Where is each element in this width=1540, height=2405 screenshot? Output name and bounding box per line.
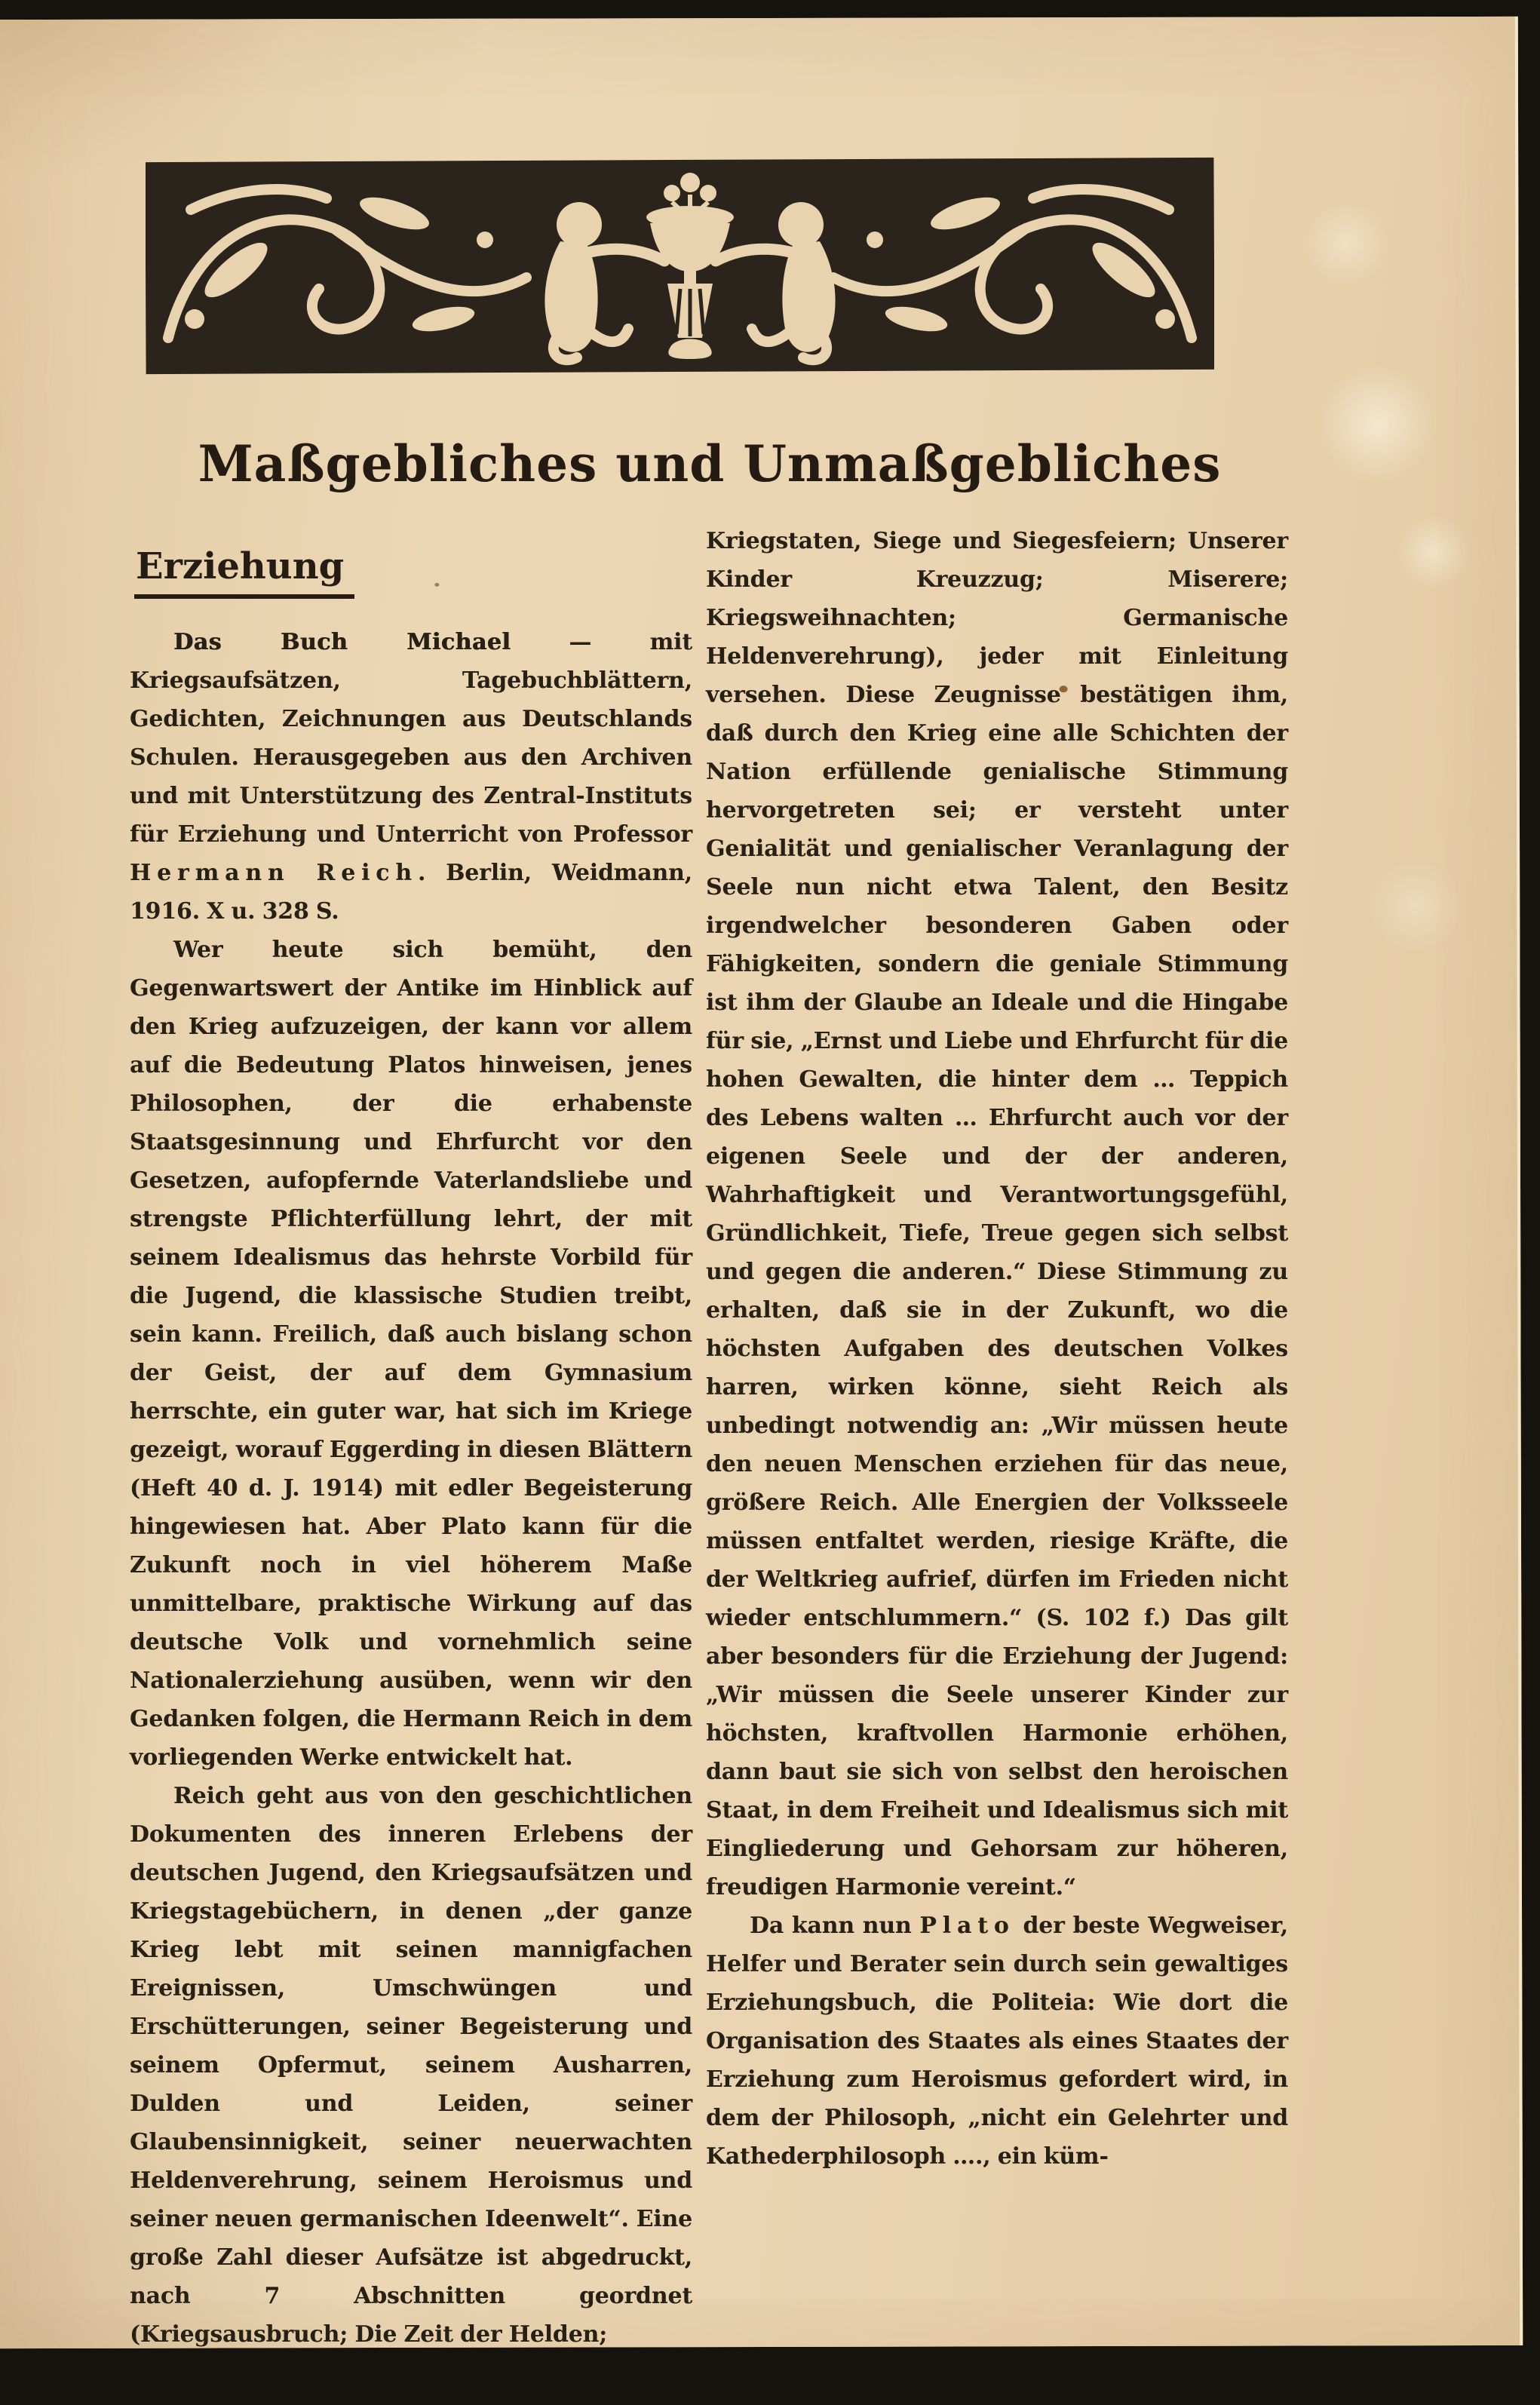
- spaced-name: Plato: [919, 1913, 1015, 1939]
- cherub-frieze-woodcut: [146, 157, 1214, 375]
- paragraph: [130, 1777, 692, 2354]
- text-column-right: [706, 522, 1288, 2176]
- text-column-left: [130, 623, 692, 2354]
- paragraph: [130, 623, 692, 931]
- paragraph: [706, 1907, 1288, 2176]
- cherub-frieze-ornament: [146, 157, 1214, 375]
- spaced-name: Hermann Reich: [130, 860, 418, 886]
- paragraph: [130, 931, 692, 1777]
- paragraph-lead: Das Buch Michael: [173, 629, 511, 655]
- page-title: Maßgebliches und Unmaßgebliches: [198, 434, 1222, 493]
- paragraph-text: — mit Kriegsaufsätzen, Tagebuchblättern, Gedichten, Zeichnungen aus Deutschlands Schulen. Herausgegeben aus den Archiven und mit Unterstützung des Zentral-Instituts für Erziehung und Unterricht von Professor: [130, 629, 692, 848]
- paper-stain: [434, 583, 439, 587]
- paragraph-text: Reich geht aus von den geschichtlichen Dokumenten des inneren Erlebens der deutschen Jugend, den Kriegsaufsätzen und Kriegstagebüchern, in denen „der ganze Krieg lebt mit seinen mannigfachen Ereignissen, Umschwüngen und Erschütterungen, seiner Begeisterung und seinem Opfermut, seinem Ausharren, Dulden und Leiden, seiner Glaubensinnigkeit, seiner neuerwachten Heldenverehrung, seinem Heroismus und seiner neuen germanischen Ideenwelt“. Eine große Zahl dieser Aufsätze ist abgedruckt, nach 7 Abschnitten geordnet (Kriegsausbruch; Die Zeit der Helden;: [130, 1783, 692, 2348]
- paragraph-text: Da kann nun: [750, 1913, 920, 1939]
- paragraph-text: Kriegstaten, Siege und Siegesfeiern; Unserer Kinder Kreuzzug; Miserere; Kriegsweihnachten; Germanische Heldenverehrung), jeder mit Einleitung versehen. Diese Zeugnisse bestätigen ihm, daß durch den Krieg eine alle Schichten der Nation erfüllende genialische Stimmung hervorgetreten sei; er versteht unter Genialität und genialischer Veranlagung der Seele nun nicht etwa Talent, den Besitz irgendwelcher besonderen Gaben oder Fähigkeiten, sondern die geniale Stimmung ist ihm der Glaube an Ideale und die Hingabe für sie, „Ernst und Liebe und Ehrfurcht für die hohen Gewalten, die hinter dem … Teppich des Lebens walten … Ehrfurcht auch vor der eigenen Seele und der der anderen, Wahrhaftigkeit und Verantwortungsgefühl, Gründlichkeit, Tiefe, Treue gegen sich selbst und gegen die anderen.“ Diese Stimmung zu erhalten, daß sie in der Zukunft, wo die höchsten Aufgaben des deutschen Volkes harren, wirken könne, sieht Reich als unbedingt notwendig an: „Wir müssen heute den neuen Menschen erziehen für das neue, größere Reich. Alle Energien der Volksseele müssen entfaltet werden, riesige Kräfte, die der Weltkrieg aufrief, dürfen im Frieden nicht wieder entschlummern.“ (S. 102 f.) Das gilt aber besonders für die Erziehung der Jugend: „Wir müssen die Seele unserer Kinder zur höchsten, kraftvollen Harmonie erhöhen, dann baut sie sich von selbst den heroischen Staat, in dem Freiheit und Idealismus sich mit Eingliederung und Gehorsam zur höheren, freudigen Harmonie vereint.“: [706, 528, 1288, 1900]
- section-heading: Erziehung: [134, 546, 354, 599]
- paragraph-text: Wer heute sich bemüht, den Gegenwartswert der Antike im Hinblick auf den Krieg aufzuzeigen, der kann vor allem auf die Bedeutung Platos hinweisen, jenes Philosophen, der die erhabenste Staatsgesinnung und Ehrfurcht vor den Gesetzen, aufopfernde Vaterlandsliebe und strengste Pflichterfüllung lehrt, der mit seinem Idealismus das hehrste Vorbild für die Jugend, die klassische Studien treibt, sein kann. Freilich, daß auch bislang schon der Geist, der auf dem Gymnasium herrschte, ein guter war, hat sich im Kriege gezeigt, worauf Eggerding in diesen Blättern (Heft 40 d. J. 1914) mit edler Begeisterung hingewiesen hat. Aber Plato kann für die Zukunft noch in viel höherem Maße unmittelbare, praktische Wirkung auf das deutsche Volk und vornehmlich seine Nationalerziehung ausüben, wenn wir den Gedanken folgen, die Hermann Reich in dem vorliegenden Werke entwickelt hat.: [130, 937, 692, 1771]
- paragraph-text: . Berlin, Weidmann, 1916. X u. 328 S.: [130, 860, 692, 925]
- paragraph-text: der beste Wegweiser, Helfer und Berater sein durch sein gewaltiges Erziehungsbuch, die Politeia: Wie dort die Organisation des Staates als eines Staates der Erziehung zum Heroismus gefordert wird, in dem der Philosoph, „nicht ein Gelehrter und Kathederphilosoph …., ein küm-: [706, 1913, 1288, 2170]
- paragraph: [706, 522, 1288, 1907]
